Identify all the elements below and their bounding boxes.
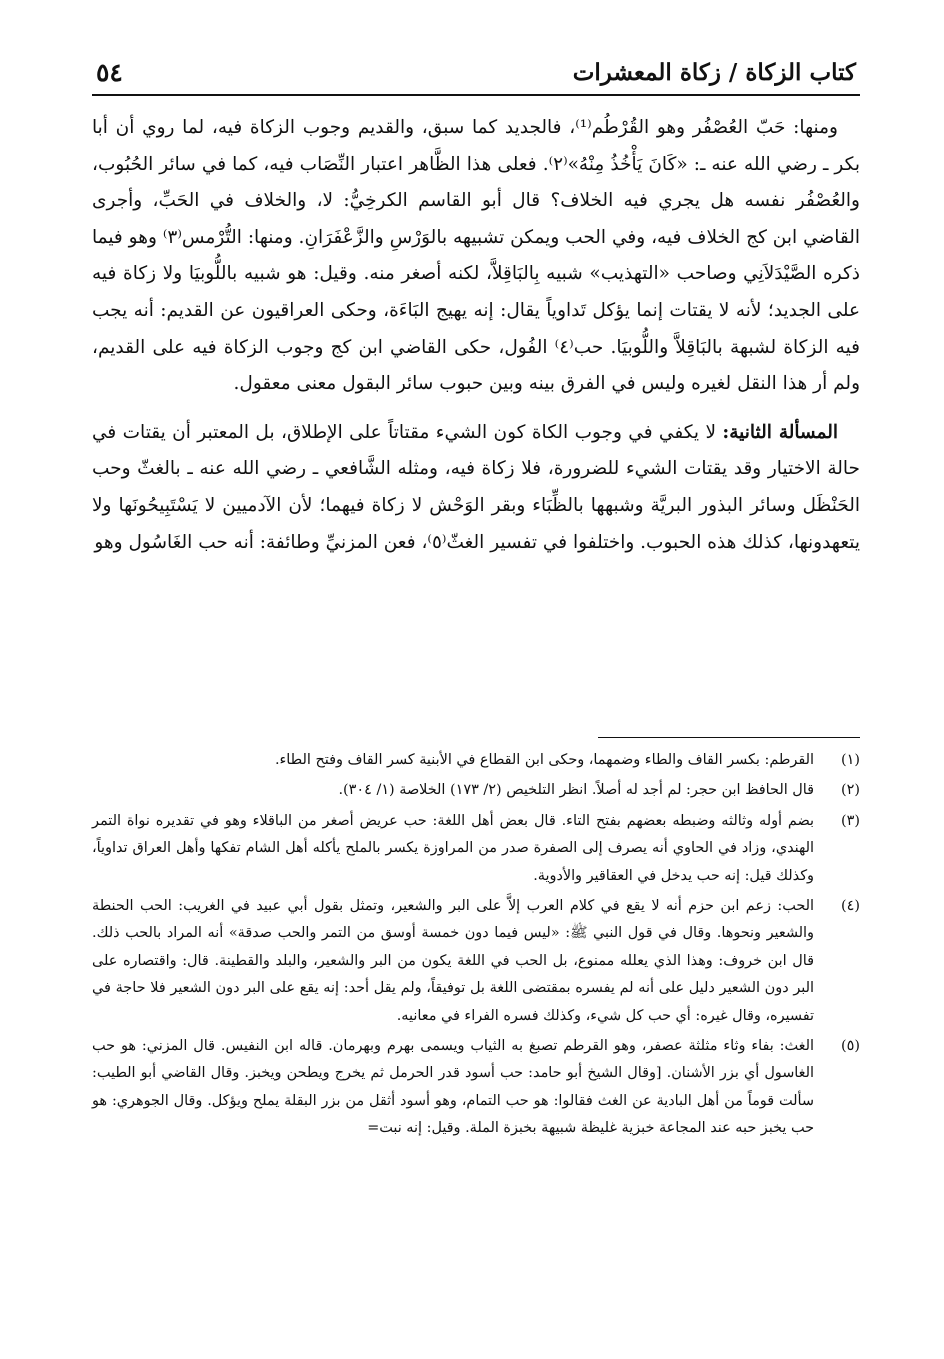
footnote-number: (٤) (841, 898, 860, 915)
paragraph-2 (92, 415, 860, 561)
page-header (96, 55, 856, 91)
paragraph-text: لا يكفي في وجوب الكاة كون الشيء مقتاتاً على الإطلاق، بل المعتبر أن يقتات في حالة الاختيار وقد يقتات الشيء للضرورة، فلا زكاة فيه، ومثله الشَّافعي ـ رضي الله عنه ـ بالغثّ وحب الحَنْظَل وسائر البذور البريَّة وشبهها بالظِّبَاء وبقر الوَحْش لا زكاة فيهما؛ لأن الآدميين لا يَسْتَبِيحُونَها ولا يتعهدونها، كذلك هذه الحبوب. واختلفوا في تفسير الغثّ⁽٥⁾، فعن المزنيِّ وطائفة: أنه حب الغَاسُول وهو (92, 421, 860, 553)
footnote-divider (598, 737, 860, 738)
running-title: كتاب الزكاة / زكاة المعشرات (572, 59, 856, 86)
page-number: ٥٤ (96, 58, 123, 87)
paragraph-1 (92, 110, 860, 403)
footnote-text: الغث: بفاء وثاء مثلثة عصفر، وهو القرطم تصبغ به الثياب ويسمى بهرم وبهرمان. قاله ابن النفيس. قال المزني: هو حب الغاسول أي بزر الأشنان. [وقال الشيخ أبو حامد: حب أسود قدر الحرمل ثم يخرج ويطحن ويخبز. وقال القاضي أبو الطيب: سألت قوماً من أهل البادية عن الغث فقالوا: هو حب التمام، وهو أسود أثقل من بزر البقلة يملح ويؤكل. وقال الجوهري: هو حب يخبز حبه عند المجاعة خبزية غليظة شبيهة بخبزة الملة. وقيل: إنه نبت= (92, 1038, 814, 1137)
footnote-number: (٥) (841, 1038, 860, 1055)
footnote-2 (92, 777, 860, 804)
footnote-text: الحب: زعم ابن حزم أنه لا يقع في كلام العرب إلاَّ على البر والشعير، وتمثل بقول أبي عبيد في الغريب: الحب الحنطة والشعير ونحوها. وقال في قول النبي ﷺ: «ليس فيما دون خمسة أوسق من التمر والحب صدقة» أنه المراد بالحب ذلك. قال ابن خروف: وهذا الذي يعلله ممنوع، بل الحب في اللغة يكون من البر والشعير، والبلد والقطينة. قال: واقتصاره على البر دون الشعير دليل على أنه لم يفسره بمقتضى اللغة بل توفيقاً، ولم يقل أحد: إنه يقع على البر دون الشعير فلا حاجة في تفسيره، وقال غيره: أي حب كل شيء، وكذلك فسره الفراء في معانيه. (92, 898, 814, 1024)
main-text (92, 110, 860, 561)
footnote-1 (92, 747, 860, 774)
footnote-text: القرطم: بكسر القاف والطاء وضمهما، وحكى ابن القطاع في الأبنية كسر القاف وفتح الطاء. (274, 752, 814, 768)
header-divider (92, 94, 860, 96)
footnotes (92, 747, 860, 1146)
footnote-text: بضم أوله وثالثه وضبطه بعضهم بفتح التاء. قال بعض أهل اللغة: حب عريض أصغر من الباقلاء وهو في تقديره نواة التمر الهندي، وزاد في الحاوي أنه يصرف إلى الصفرة صدر من المراوزة يكسر بالملح يأكله أهل الشام تفكها وأهل العراق تداوياً، وكذلك قيل: إنه حب يدخل في العقاقير والأدوية. (92, 812, 814, 884)
footnote-5 (92, 1033, 860, 1143)
footnote-3 (92, 808, 860, 890)
footnote-number: (١) (841, 752, 860, 768)
footnote-4 (92, 893, 860, 1030)
footnote-number: (٢) (841, 782, 860, 799)
footnote-text: قال الحافظ ابن حجر: لم أجد له أصلاً. انظر التلخيص (٢/ ١٧٣) الخلاصة (١/ ٣٠٤). (338, 782, 814, 799)
paragraph-text: ومنها: حَبّ العُصْفُر وهو القُرْطُم⁽¹⁾، فالجديد كما سبق، والقديم وجوب الزكاة فيه، لما روي أن أبا بكر ـ رضي الله عنه ـ: «كَانَ يَأْخُذُ مِنْهُ»⁽٢⁾. فعلى هذا الظَّاهر اعتبار النِّصَاب فيه، كما في سائر الحُبُوب، والعُصْفُر نفسه هل يجري فيه الخلاف؟ قال أبو القاسم الكرخِيُّ: لا، والخلاف في الحَبِّ، وأجرى القاضي ابن كج الخلاف فيه، وفي الحب ويمكن تشبيهه بالوَرْسِ والزَّعْفَرَانِ. ومنها: التُّرْمس⁽٣⁾ وهو فيما ذكره الصَّيْدَلاَنِي وصاحب «التهذيب» شبيه بِالبَاقِلاَّ، لكنه أصغر منه. وقيل: هو شبيه باللُّوبيَا ولا زكاة فيه على الجديد؛ لأنه لا يقتات إنما يؤكل تَداوياً يقال: إنه يهيج البَاءَة، وحكى العراقيون عن القديم: أنه يجب فيه الزكاة لشبهة بالبَاقِلاَّ واللُّوبيَا. حب⁽٤⁾ الفُول، حكى القاضي ابن كج وجوب الزكاة فيه على القديم، ولم أر هذا النقل لغيره وليس في الفرق بينه وبين حبوب سائر البقول معنى معقول. (92, 117, 860, 395)
footnote-number: (٣) (841, 812, 860, 829)
issue-heading: المسألة الثانية: (722, 421, 838, 443)
